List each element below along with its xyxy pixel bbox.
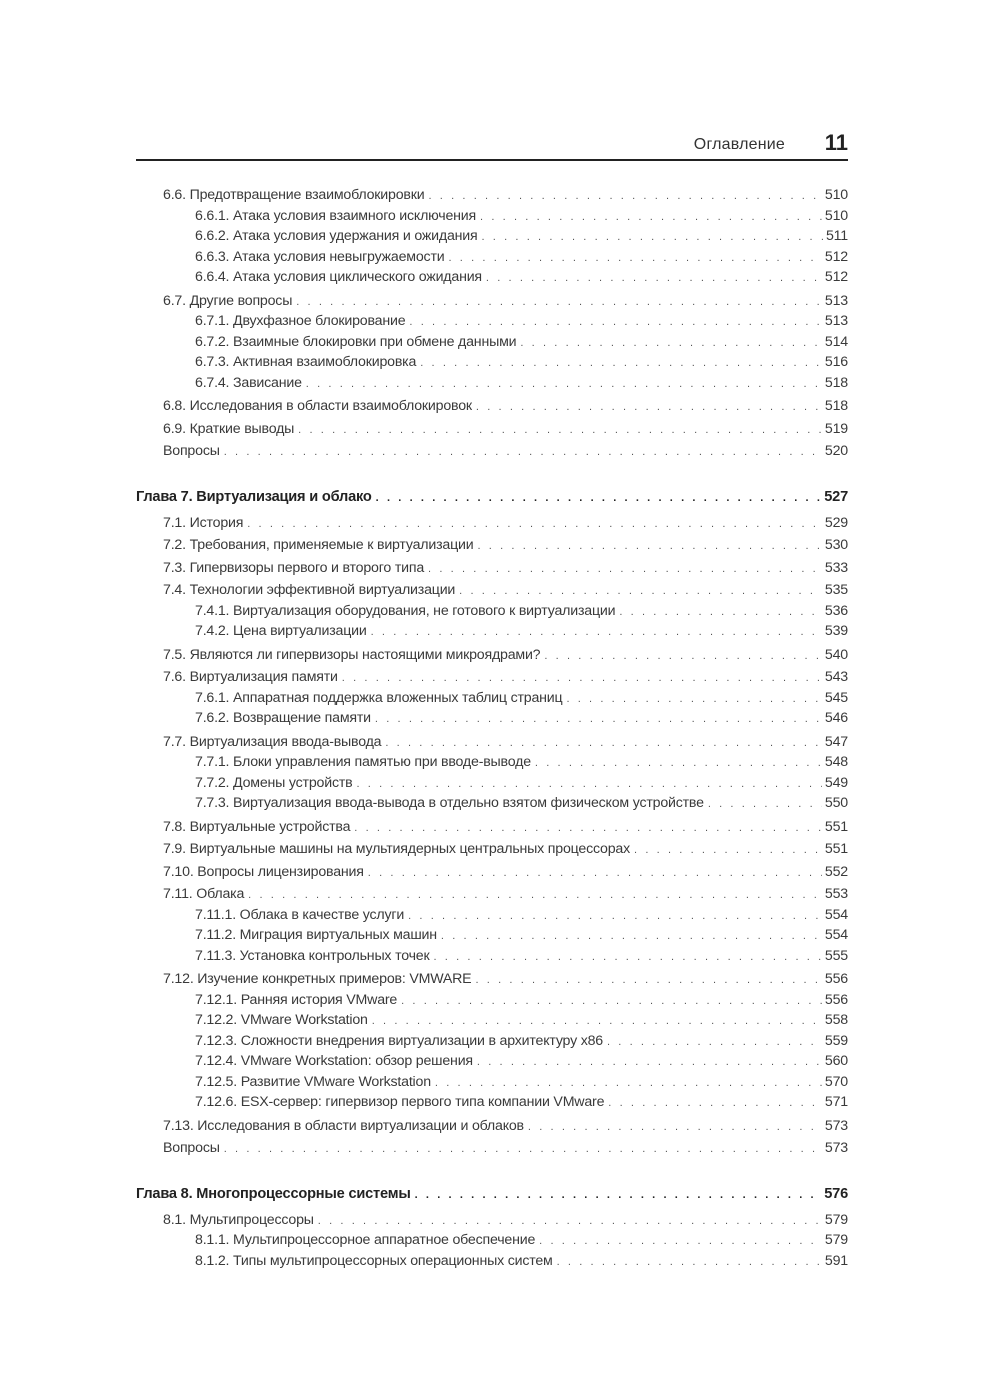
toc-entry-page: 559: [824, 1032, 848, 1049]
toc-entry-page: 540: [824, 646, 848, 663]
toc-entry: [136, 1052, 848, 1073]
toc-entry: [136, 906, 848, 927]
toc-entry: [136, 1211, 848, 1232]
toc-entry: [136, 622, 848, 643]
dot-leader: [428, 560, 822, 580]
toc-entry: [136, 268, 848, 289]
toc-entry-page: 576: [824, 1185, 848, 1202]
toc-entry-page: 519: [824, 420, 848, 437]
toc-entry: [136, 353, 848, 374]
toc-chapter: [136, 1184, 848, 1205]
dot-leader: [557, 1253, 822, 1273]
dot-leader: [408, 907, 822, 927]
toc-entry-title: Вопросы: [163, 443, 220, 459]
toc-entry: [136, 536, 848, 557]
toc-entry-title: 7.6. Виртуализация памяти: [163, 669, 338, 685]
dot-leader: [708, 795, 822, 815]
toc-entry-title: 7.11. Облака: [163, 886, 245, 902]
dot-leader: [415, 1185, 822, 1205]
toc-entry-title: 7.6.2. Возвращение памяти: [195, 710, 371, 726]
toc-entry-page: 513: [824, 313, 848, 329]
toc-entry-title: 7.11.3. Установка контрольных точек: [195, 947, 430, 964]
toc-entry: [136, 514, 848, 535]
dot-leader: [306, 375, 822, 395]
toc-entry-title: 7.10. Вопросы лицензирования: [163, 863, 364, 880]
toc-entry: [136, 420, 848, 441]
dot-leader: [409, 313, 822, 333]
toc-entry: [136, 863, 848, 884]
dot-leader: [298, 421, 822, 441]
toc-entry-title: 6.6.4. Атака условия циклического ожидания: [195, 269, 482, 285]
toc-entry-title: 6.7.1. Двухфазное блокирование: [195, 313, 406, 329]
toc-entry-page: 518: [824, 398, 848, 414]
toc-entry-title: 7.7.2. Домены устройств: [195, 774, 353, 791]
dot-leader: [634, 841, 822, 861]
toc-entry: [136, 733, 848, 754]
toc-entry-page: 554: [824, 906, 848, 923]
toc-entry-page: 533: [824, 559, 848, 576]
toc-entry-title: 7.7.1. Блоки управления памятью при вводе-выводе: [195, 754, 531, 770]
toc-entry-page: 579: [824, 1232, 848, 1248]
toc-entry-title: 6.6.2. Атака условия удержания и ожидания: [195, 228, 478, 244]
toc-entry-page: 511: [825, 228, 848, 244]
toc-entry-page: 552: [824, 863, 848, 880]
toc-entry: [136, 1011, 848, 1032]
dot-leader: [368, 864, 822, 884]
toc-entry-title: 6.6.3. Атака условия невыгружаемости: [195, 248, 445, 265]
toc-entry-title: 7.12.4. VMware Workstation: обзор решения: [195, 1053, 473, 1069]
dot-leader: [566, 690, 821, 710]
running-header: [136, 128, 848, 158]
toc-entry-title: 6.7.3. Активная взаимоблокировка: [195, 354, 417, 370]
toc-entry-title: 6.6.1. Атака условия взаимного исключения: [195, 207, 477, 224]
toc-entry-title: 6.6. Предотвращение взаимоблокировки: [163, 187, 425, 203]
toc-entry-page: 549: [824, 774, 848, 791]
dot-leader: [476, 398, 822, 418]
dot-leader: [375, 710, 822, 730]
toc-entry-title: 7.4. Технологии эффективной виртуализации: [163, 582, 456, 598]
toc-entry-title: Глава 7. Виртуализация и облако: [136, 488, 372, 505]
dot-leader: [486, 269, 822, 289]
toc-entry-page: 520: [824, 443, 848, 459]
toc-entry: [136, 753, 848, 774]
toc-entry-title: 7.4.2. Цена виртуализации: [195, 623, 367, 639]
toc-entry-page: 571: [824, 1094, 848, 1110]
toc-entry-page: 530: [824, 537, 848, 553]
header-rule: [136, 159, 848, 161]
toc-entry: [136, 292, 848, 313]
header-title: Оглавление: [693, 136, 785, 153]
toc-entry-page: 535: [824, 582, 848, 598]
toc-entry-title: 6.7. Другие вопросы: [163, 292, 293, 309]
dot-leader: [535, 754, 822, 774]
toc-entry: [136, 559, 848, 580]
toc-entry: [136, 991, 848, 1012]
toc-entry-title: 7.2. Требования, применяемые к виртуализации: [163, 537, 474, 553]
dot-leader: [608, 1094, 822, 1114]
toc-entry-title: 7.5. Являются ли гипервизоры настоящими микроядрами?: [163, 646, 541, 663]
toc-entry: [136, 248, 848, 269]
toc-entry-title: 7.7. Виртуализация ввода-вывода: [163, 733, 382, 750]
toc-entry-page: 527: [824, 488, 848, 505]
toc-chapter: [136, 487, 848, 508]
toc-entry: [136, 794, 848, 815]
toc-entry-page: 579: [824, 1211, 848, 1228]
dot-leader: [420, 354, 822, 374]
toc-entry-title: 7.12.2. VMware Workstation: [195, 1012, 368, 1028]
dot-leader: [441, 927, 822, 947]
toc-entry-page: 510: [824, 187, 848, 203]
toc-entry-page: 516: [824, 354, 848, 370]
toc-entry-page: 510: [824, 207, 848, 224]
toc-entry-title: Глава 8. Многопроцессорные системы: [136, 1185, 411, 1202]
dot-leader: [539, 1232, 822, 1252]
toc-entry-title: 7.11.2. Миграция виртуальных машин: [195, 927, 437, 943]
dot-leader: [481, 228, 822, 248]
dot-leader: [356, 775, 821, 795]
dot-leader: [544, 647, 822, 667]
dot-leader: [248, 886, 822, 906]
dot-leader: [296, 293, 822, 313]
toc-entry-title: Вопросы: [163, 1140, 220, 1156]
toc-entry: [136, 709, 848, 730]
toc-entry: [136, 689, 848, 710]
toc-entry: [136, 646, 848, 667]
toc-entry-page: 560: [824, 1053, 848, 1069]
toc-entry: [136, 186, 848, 207]
toc-entry: [136, 1093, 848, 1114]
toc-entry-page: 591: [824, 1252, 848, 1269]
toc-entry-title: 6.7.2. Взаимные блокировки при обмене данными: [195, 333, 517, 350]
dot-leader: [318, 1212, 822, 1232]
toc-entry-page: 570: [824, 1073, 848, 1090]
toc-entry-page: 518: [824, 374, 848, 391]
toc-entry: [136, 1032, 848, 1053]
toc-entry-page: 551: [824, 818, 848, 835]
toc-entry-page: 553: [824, 886, 848, 902]
toc-entry-page: 550: [824, 795, 848, 811]
toc-entry: [136, 970, 848, 991]
toc-entry-page: 543: [824, 669, 848, 685]
toc-entry-page: 573: [824, 1140, 848, 1156]
toc-entry-title: 7.3. Гипервизоры первого и второго типа: [163, 559, 425, 576]
page-number: 11: [824, 130, 848, 155]
dot-leader: [478, 537, 822, 557]
toc-entry-title: 7.12.3. Сложности внедрения виртуализации в архитектуру x86: [195, 1032, 603, 1049]
toc-entry-page: 514: [824, 333, 848, 350]
toc-entry-title: 6.8. Исследования в области взаимоблокировок: [163, 398, 472, 414]
toc-entry-page: 539: [824, 623, 848, 639]
toc-entry-title: 7.11.1. Облака в качестве услуги: [195, 906, 405, 923]
table-of-contents: [136, 184, 848, 1272]
dot-leader: [435, 1074, 822, 1094]
toc-entry-title: 7.12. Изучение конкретных примеров: VMWARE: [163, 971, 472, 987]
toc-entry-page: 546: [824, 710, 848, 726]
dot-leader: [607, 1033, 822, 1053]
dot-leader: [428, 187, 821, 207]
toc-entry: [136, 1073, 848, 1094]
toc-entry: [136, 312, 848, 333]
toc-entry-title: 7.4.1. Виртуализация оборудования, не готового к виртуализации: [195, 602, 616, 619]
toc-entry: [136, 926, 848, 947]
toc-entry-title: 7.8. Виртуальные устройства: [163, 818, 351, 835]
toc-entry-title: 7.1. История: [163, 514, 244, 531]
toc-entry: [136, 840, 848, 861]
toc-entry-page: 573: [824, 1117, 848, 1134]
toc-entry: [136, 1252, 848, 1273]
toc-entry-page: 547: [824, 733, 848, 750]
toc-entry-page: 555: [824, 947, 848, 964]
dot-leader: [354, 819, 822, 839]
toc-entry: [136, 774, 848, 795]
toc-entry: [136, 227, 848, 248]
toc-entry: [136, 1139, 848, 1160]
toc-entry: [136, 442, 848, 463]
toc-entry-page: 556: [824, 991, 848, 1008]
toc-entry-page: 554: [824, 927, 848, 943]
toc-entry-title: 7.12.1. Ранняя история VMware: [195, 991, 398, 1008]
toc-entry: [136, 397, 848, 418]
dot-leader: [619, 603, 822, 623]
toc-entry: [136, 1231, 848, 1252]
toc-entry: [136, 1117, 848, 1138]
toc-entry: [136, 581, 848, 602]
toc-entry-title: 7.9. Виртуальные машины на мультиядерных центральных процессорах: [163, 841, 631, 857]
toc-entry-page: 558: [824, 1012, 848, 1028]
dot-leader: [448, 249, 821, 269]
dot-leader: [520, 334, 822, 354]
toc-entry: [136, 207, 848, 228]
toc-entry-page: 529: [824, 514, 848, 531]
dot-leader: [459, 582, 822, 602]
toc-entry-page: 513: [824, 292, 848, 309]
toc-entry-title: 7.12.5. Развитие VMware Workstation: [195, 1073, 431, 1090]
toc-entry: [136, 947, 848, 968]
toc-entry-page: 556: [824, 971, 848, 987]
dot-leader: [376, 488, 822, 508]
toc-entry: [136, 668, 848, 689]
toc-entry-page: 512: [824, 248, 848, 265]
toc-entry-title: 7.12.6. ESX-сервер: гипервизор первого типа компании VMware: [195, 1094, 605, 1110]
toc-entry-title: 8.1.1. Мультипроцессорное аппаратное обеспечение: [195, 1232, 536, 1248]
dot-leader: [401, 992, 822, 1012]
toc-entry-title: 6.9. Краткие выводы: [163, 420, 295, 437]
toc-entry-title: 8.1. Мультипроцессоры: [163, 1211, 314, 1228]
dot-leader: [477, 1053, 822, 1073]
dot-leader: [342, 669, 822, 689]
toc-entry: [136, 885, 848, 906]
dot-leader: [372, 1012, 822, 1032]
toc-entry-page: 548: [824, 754, 848, 770]
toc-entry-title: 7.7.3. Виртуализация ввода-вывода в отдельно взятом физическом устройстве: [195, 795, 704, 811]
dot-leader: [224, 1140, 822, 1160]
toc-entry-page: 545: [824, 689, 848, 706]
dot-leader: [480, 208, 822, 228]
dot-leader: [528, 1118, 822, 1138]
toc-entry-title: 7.13. Исследования в области виртуализации и облаков: [163, 1117, 524, 1134]
toc-entry-title: 7.6.1. Аппаратная поддержка вложенных таблиц страниц: [195, 689, 563, 706]
dot-leader: [247, 515, 822, 535]
dot-leader: [475, 971, 821, 991]
dot-leader: [224, 443, 822, 463]
toc-entry-page: 536: [824, 602, 848, 619]
toc-entry-page: 551: [824, 841, 848, 857]
toc-entry: [136, 602, 848, 623]
toc-entry: [136, 374, 848, 395]
toc-entry-page: 512: [824, 269, 848, 285]
toc-entry-title: 6.7.4. Зависание: [195, 374, 302, 391]
toc-entry: [136, 818, 848, 839]
dot-leader: [385, 734, 822, 754]
toc-entry: [136, 333, 848, 354]
toc-entry-title: 8.1.2. Типы мультипроцессорных операционных систем: [195, 1252, 553, 1269]
dot-leader: [371, 623, 822, 643]
dot-leader: [433, 948, 821, 968]
